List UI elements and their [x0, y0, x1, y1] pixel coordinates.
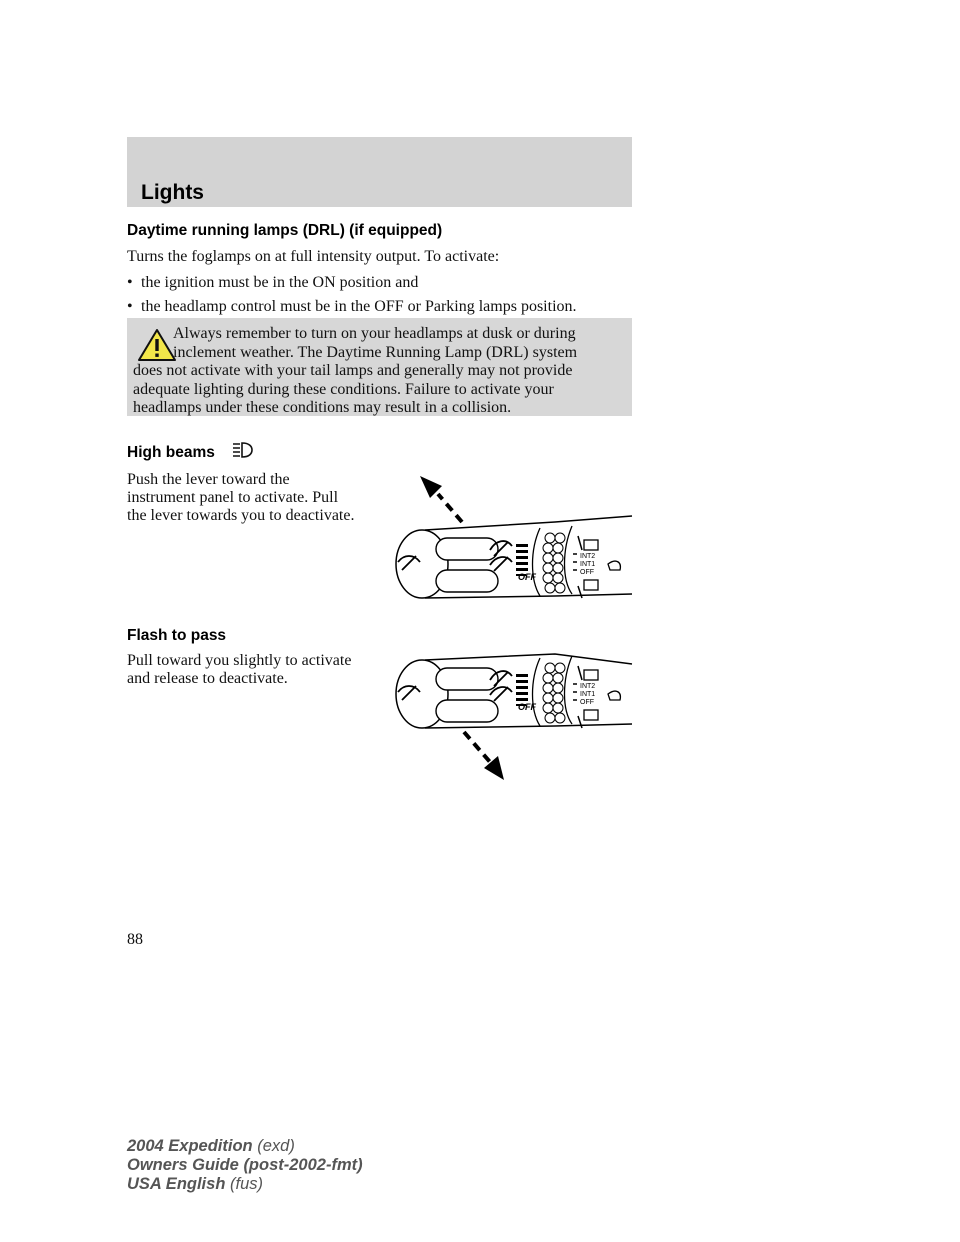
warning-line-1: Always remember to turn on your headlamps at dusk or during	[173, 325, 576, 342]
lever-stalk	[396, 654, 632, 728]
footer-language: USA English	[127, 1175, 226, 1193]
lever-label-off-small: OFF	[580, 699, 594, 706]
pull-arrow-icon	[464, 732, 504, 780]
bullet-dot: •	[127, 298, 133, 315]
drl-intro: Turns the foglamps on at full intensity output. To activate:	[127, 248, 500, 265]
lever-label-int2: INT2	[580, 683, 596, 690]
high-beams-line-3: the lever towards you to deactivate.	[127, 507, 355, 524]
footer-guide: Owners Guide (post-2002-fmt)	[127, 1156, 363, 1174]
flash-line-2: and release to deactivate.	[127, 670, 288, 687]
high-beams-line-2: instrument panel to activate. Pull	[127, 489, 339, 506]
high-beam-lever-figure	[380, 470, 636, 610]
high-beams-line-1: Push the lever toward the	[127, 471, 290, 488]
footer	[127, 1137, 363, 1194]
high-beams-heading: High beams	[127, 444, 215, 461]
warning-line-3: does not activate with your tail lamps and generally may not provide	[133, 362, 573, 379]
bullet-dot: •	[127, 274, 133, 291]
page-number: 88	[127, 931, 143, 948]
drl-heading: Daytime running lamps (DRL) (if equipped)	[127, 222, 443, 239]
flash-line-1: Pull toward you slightly to activate	[127, 652, 352, 669]
footer-model-code: (exd)	[257, 1137, 295, 1155]
footer-language-code: (fus)	[230, 1175, 263, 1193]
bullet-text: the headlamp control must be in the OFF or Parking lamps position.	[141, 298, 577, 315]
lever-label-int1: INT1	[580, 561, 596, 568]
lever-label-off: OFF	[518, 572, 536, 582]
drl-bullet-1	[127, 273, 418, 292]
warning-line-2: inclement weather. The Daytime Running Lamp (DRL) system	[173, 343, 578, 361]
flash-to-pass-heading: Flash to pass	[127, 627, 227, 644]
warning-line-5: headlamps under these conditions may result in a collision.	[133, 399, 512, 416]
lever-label-int1: INT1	[580, 691, 596, 698]
lever-label-int2: INT2	[580, 553, 596, 560]
footer-model: 2004 Expedition	[127, 1137, 253, 1155]
push-arrow-icon	[420, 476, 462, 522]
bullet-text: the ignition must be in the ON position and	[141, 274, 419, 291]
high-beam-icon	[232, 440, 254, 460]
footer-line-1	[127, 1137, 363, 1156]
warning-triangle-icon	[137, 328, 177, 362]
section-header	[127, 137, 632, 207]
flash-to-pass-lever-figure	[380, 640, 636, 785]
warning-line-4: adequate lighting during these conditions. Failure to activate your	[133, 380, 554, 398]
footer-line-2	[127, 1156, 363, 1175]
lever-stalk	[396, 516, 632, 598]
drl-bullet-2	[127, 297, 577, 316]
footer-line-3	[127, 1175, 363, 1194]
lever-label-off-small: OFF	[580, 569, 594, 576]
lever-label-off: OFF	[518, 702, 536, 712]
warning-box	[127, 318, 632, 416]
section-title: Lights	[141, 181, 204, 204]
